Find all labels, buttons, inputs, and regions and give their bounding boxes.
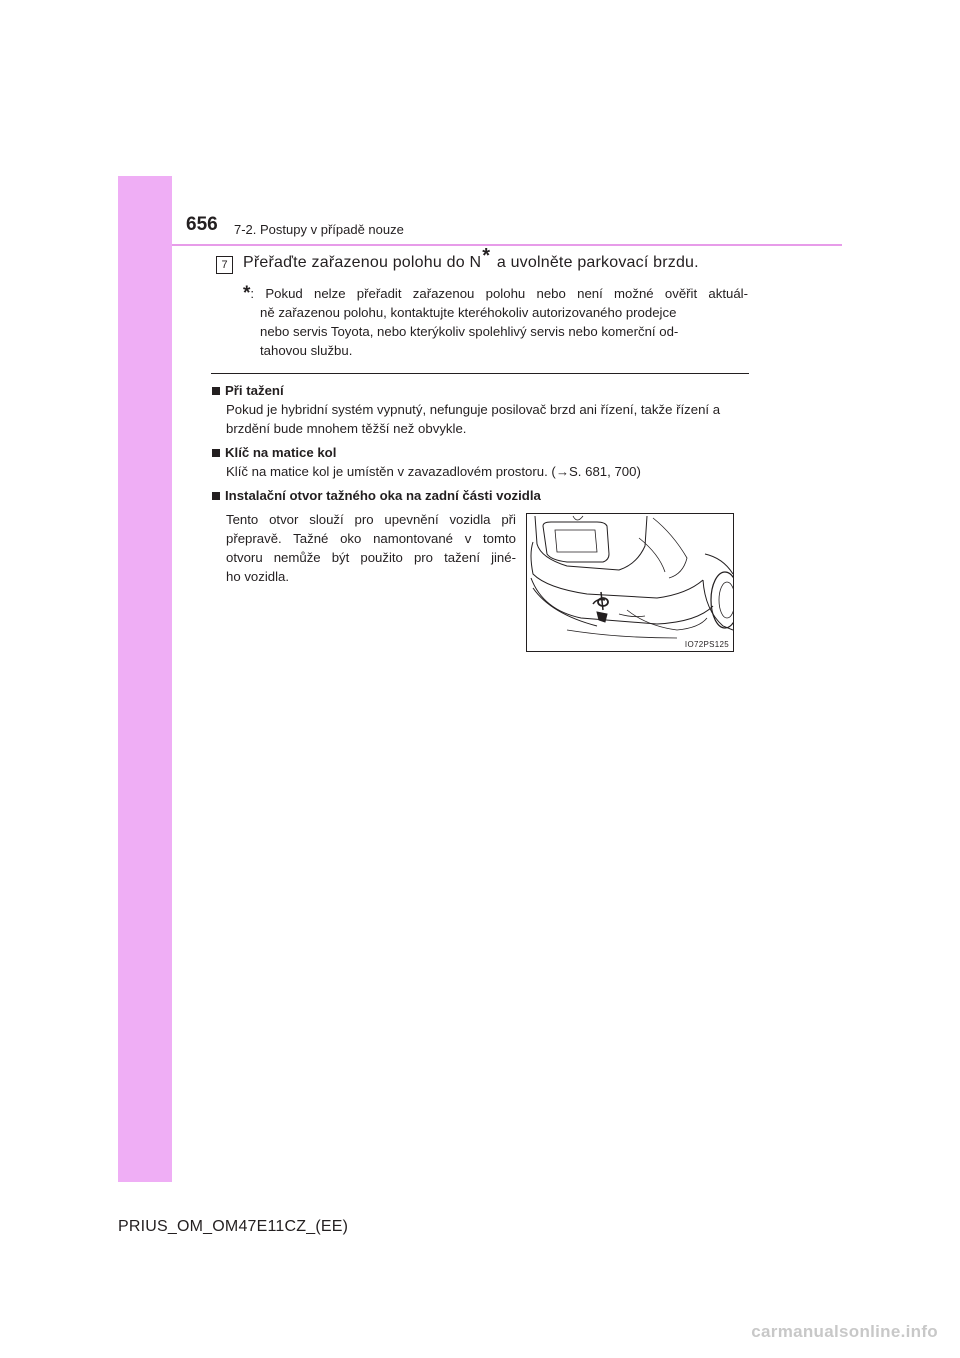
footnote-line-4: tahovou službu. [260, 343, 353, 358]
step-number-box: 7 [216, 256, 233, 274]
footnote-star: * [482, 245, 491, 267]
section-eyelet-body: Tento otvor slouží pro upevnění vozidla při přepravě. Tažné oko namontované v tomto otvoru nemůže být použito pro tažení jiné- ho vozidla. [226, 512, 516, 584]
footnote-asterisk: * [243, 283, 251, 304]
section-towing [211, 381, 751, 438]
page-number: 656 [186, 214, 218, 235]
section-wrench [211, 443, 751, 481]
footnote [243, 284, 748, 360]
section-divider [211, 373, 749, 374]
tow-eyelet-illustration [526, 513, 734, 652]
watermark: carmanualsonline.info [751, 1322, 938, 1341]
square-bullet-icon [212, 492, 220, 500]
step-text-after: a uvolněte parkovací brzdu. [492, 254, 699, 271]
footnote-line-3: nebo servis Toyota, nebo kterýkoliv spolehlivý servis nebo komerční od- [260, 324, 679, 339]
section-wrench-title: Klíč na matice kol [211, 443, 751, 462]
step-7-instruction [243, 245, 699, 272]
figure-code: IO72PS125 [684, 640, 729, 649]
document-code: PRIUS_OM_OM47E11CZ_(EE) [118, 1218, 349, 1235]
header-rule [172, 244, 842, 246]
section-eyelet-title: Instalační otvor tažného oka na zadní části vozidla [211, 486, 751, 505]
section-towing-body: Pokud je hybridní systém vypnutý, nefunguje posilovač brzd ani řízení, takže řízení a brzdění bude mnohem těžší než obvykle. [226, 402, 721, 436]
square-bullet-icon [212, 449, 220, 457]
section-title: 7-2. Postupy v případě nouze [234, 222, 404, 237]
section-eyelet [211, 486, 751, 505]
side-color-band [118, 176, 172, 1182]
square-bullet-icon [212, 387, 220, 395]
section-wrench-body: Klíč na matice kol je umístěn v zavazadlovém prostoru. (→S. 681, 700) [226, 464, 641, 479]
footnote-line-2: ně zařazenou polohu, kontaktujte kteréhokoliv autorizovaného prodejce [260, 305, 677, 320]
section-towing-title: Při tažení [211, 381, 751, 400]
footnote-line-1: *: Pokud nelze přeřadit zařazenou polohu nebo není možné ověřit aktuál- [243, 283, 748, 304]
step-text-before: Přeřaďte zařazenou polohu do N [243, 254, 482, 271]
car-rear-drawing [527, 514, 733, 651]
